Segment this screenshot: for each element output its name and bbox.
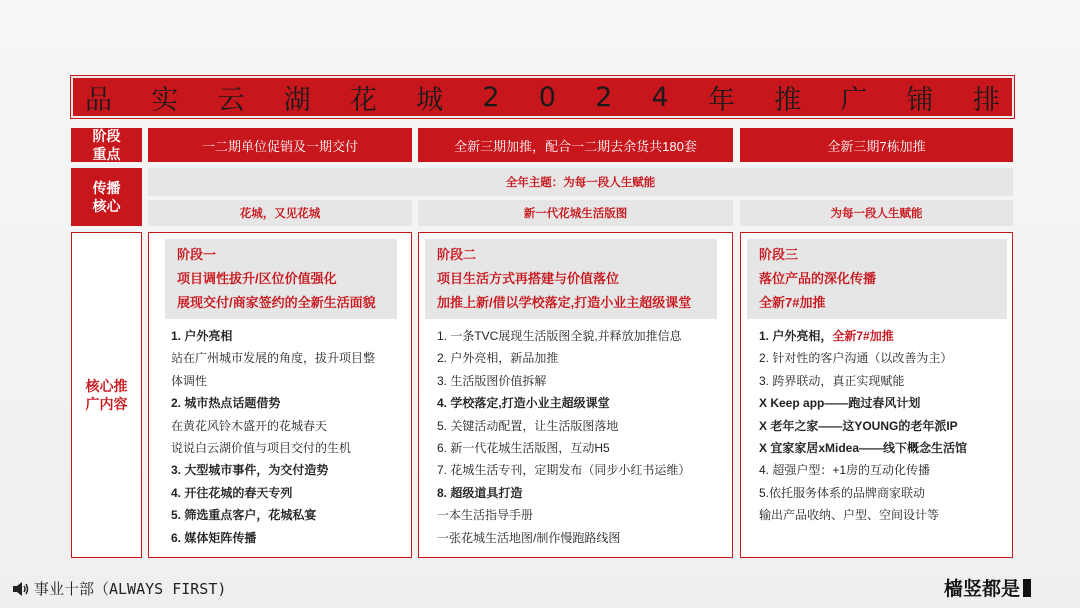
speaker-icon [12, 581, 30, 597]
list-item [759, 370, 1004, 392]
list-item [171, 347, 403, 369]
label-line: 阶段 [92, 128, 121, 144]
stage-title: 阶段一 [177, 247, 217, 262]
list-item-text: 1. 户外亮相， [759, 329, 833, 343]
label-comm-core [71, 168, 142, 226]
list-item-text: 1. 一条TVC展现生活版图全貌,并释放加推信息 [437, 329, 682, 343]
title-char: 2 [595, 81, 613, 113]
list-item-text: X 老年之家——这YOUNG的老年派IP [759, 418, 958, 433]
list-item [759, 459, 1004, 481]
label-stage-focus [71, 128, 142, 162]
stage-focus-1: 一二期单位促销及一期交付 [148, 128, 412, 162]
list-item [759, 347, 1004, 369]
list-item [759, 392, 1004, 414]
label-line: 重点 [92, 146, 121, 162]
list-item [759, 437, 1004, 459]
stage-column-1 [148, 232, 412, 558]
list-item-text: 8. 超级道具打造 [437, 485, 523, 500]
list-item [437, 459, 724, 481]
list-item-text: 5.依托服务体系的品牌商家联动 [759, 485, 926, 500]
list-item [437, 370, 724, 392]
list-item [171, 325, 403, 347]
list-item-text: 一本生活指导手册 [437, 508, 534, 523]
list-item [171, 370, 403, 392]
stage-head [747, 239, 1007, 319]
title-char: 0 [538, 81, 556, 113]
label-line: 广内容 [85, 396, 128, 412]
qr-mark [1023, 579, 1031, 597]
stage-items [171, 325, 403, 549]
list-item-text: 输出产品收纳、户型、空间设计等 [759, 508, 940, 523]
list-item [759, 504, 1004, 526]
list-item [759, 325, 1004, 347]
list-item-text: 一张花城生活地图/制作慢跑路线图 [437, 530, 621, 545]
list-item [437, 527, 724, 549]
sub-theme-3: 为每一段人生赋能 [740, 200, 1013, 226]
label-core-promo [71, 232, 142, 558]
list-item-text: 1. 户外亮相 [171, 329, 233, 343]
stage-subtitle: 项目调性拔升/区位价值强化 [177, 271, 337, 286]
list-item [171, 527, 403, 549]
list-item-text: 7. 花城生活专刊，定期发布（同步小红书运维） [437, 463, 691, 478]
stage-column-3 [740, 232, 1013, 558]
footer-left-text: 事业十部（ALWAYS FIRST) [34, 580, 227, 598]
list-item-text: 站在广州城市发展的角度，拔升项目整 [171, 351, 376, 366]
list-item-text: 6. 新一代花城生活版图，互动H5 [437, 441, 610, 456]
list-item [171, 459, 403, 481]
stage-focus-3: 全新三期7栋加推 [740, 128, 1013, 162]
list-item [171, 504, 403, 526]
title-char: 湖 [283, 84, 311, 116]
sub-theme-1: 花城，又见花城 [148, 200, 412, 226]
stage-title: 阶段三 [759, 247, 799, 262]
stage-subtitle: 项目生活方式再搭建与价值落位 [437, 271, 620, 286]
list-item [171, 415, 403, 437]
stage-focus-2: 全新三期加推，配合一二期去余货共180套 [418, 128, 733, 162]
list-item [171, 482, 403, 504]
list-item-text: 5. 关键活动配置，让生活版图落地 [437, 418, 619, 433]
list-item-text: X 宜家家居xMidea——线下概念生活馆 [759, 441, 968, 456]
title-char: 广 [840, 84, 868, 116]
list-item [437, 415, 724, 437]
stage-column-2 [418, 232, 733, 558]
title-char: 4 [651, 81, 669, 113]
list-item-text: 6. 媒体矩阵传播 [171, 530, 257, 545]
footer-right-text: 樯竖都是 [944, 579, 1021, 600]
stage-subtitle: 加推上新/借以学校落定,打造小业主超级课堂 [437, 295, 692, 310]
list-item [437, 504, 724, 526]
stage-items [437, 325, 724, 549]
stage-title: 阶段二 [437, 247, 477, 262]
title-char: 推 [774, 84, 802, 116]
list-item [759, 415, 1004, 437]
footer-watermark [944, 574, 1031, 601]
title-char: 花 [349, 84, 377, 116]
list-item-text: X Keep app——跑过春风计划 [759, 396, 921, 411]
list-item-text: 3. 跨界联动，真正实现赋能 [759, 373, 905, 388]
list-item [437, 325, 724, 347]
list-item [437, 347, 724, 369]
list-item-text: 2. 户外亮相，新品加推 [437, 351, 559, 366]
title-char: 城 [416, 84, 444, 116]
list-item-text: 说说白云湖价值与项目交付的生机 [171, 441, 352, 456]
list-item [759, 482, 1004, 504]
list-item-text: 在黄花风铃木盛开的花城春天 [171, 418, 328, 433]
stage-subtitle: 全新7#加推 [759, 295, 826, 310]
title-char: 实 [151, 84, 179, 116]
label-line: 核心 [92, 198, 121, 214]
title-char: 品 [85, 84, 112, 116]
list-item-text: 4. 开往花城的春天专列 [171, 485, 293, 500]
title-char: 铺 [906, 84, 934, 116]
list-item [437, 437, 724, 459]
label-line: 核心推 [85, 378, 128, 394]
list-item-text: 5. 筛选重点客户，花城私宴 [171, 508, 317, 523]
list-item-highlight: 全新7#加推 [832, 329, 894, 343]
list-item-text: 4. 学校落定,打造小业主超级课堂 [437, 396, 610, 411]
sub-theme-2: 新一代花城生活版图 [418, 200, 733, 226]
label-line: 传播 [92, 180, 121, 196]
list-item [437, 392, 724, 414]
list-item-text: 2. 城市热点话题借势 [171, 396, 281, 411]
list-item-text: 体调性 [171, 373, 208, 388]
list-item-text: 4. 超强户型：+1房的互动化传播 [759, 463, 931, 478]
stage-subtitle: 落位产品的深化传播 [759, 271, 877, 286]
title-char: 排 [972, 84, 1000, 116]
stage-head [165, 239, 397, 319]
list-item-text: 2. 针对性的客户沟通（以改善为主） [759, 351, 953, 366]
title-char: 年 [707, 84, 735, 116]
list-item [171, 437, 403, 459]
title-char: 云 [217, 84, 245, 116]
stage-items [759, 325, 1004, 527]
page-title [71, 76, 1014, 118]
stage-head [425, 239, 717, 319]
list-item-text: 3. 生活版图价值拆解 [437, 373, 547, 388]
list-item [437, 482, 724, 504]
annual-theme: 全年主题：为每一段人生赋能 [148, 168, 1013, 196]
stage-subtitle: 展现交付/商家签约的全新生活面貌 [177, 295, 376, 310]
footer-brand [12, 578, 226, 599]
list-item [171, 392, 403, 414]
list-item-text: 3. 大型城市事件，为交付造势 [171, 463, 329, 478]
title-char: 2 [482, 81, 500, 113]
